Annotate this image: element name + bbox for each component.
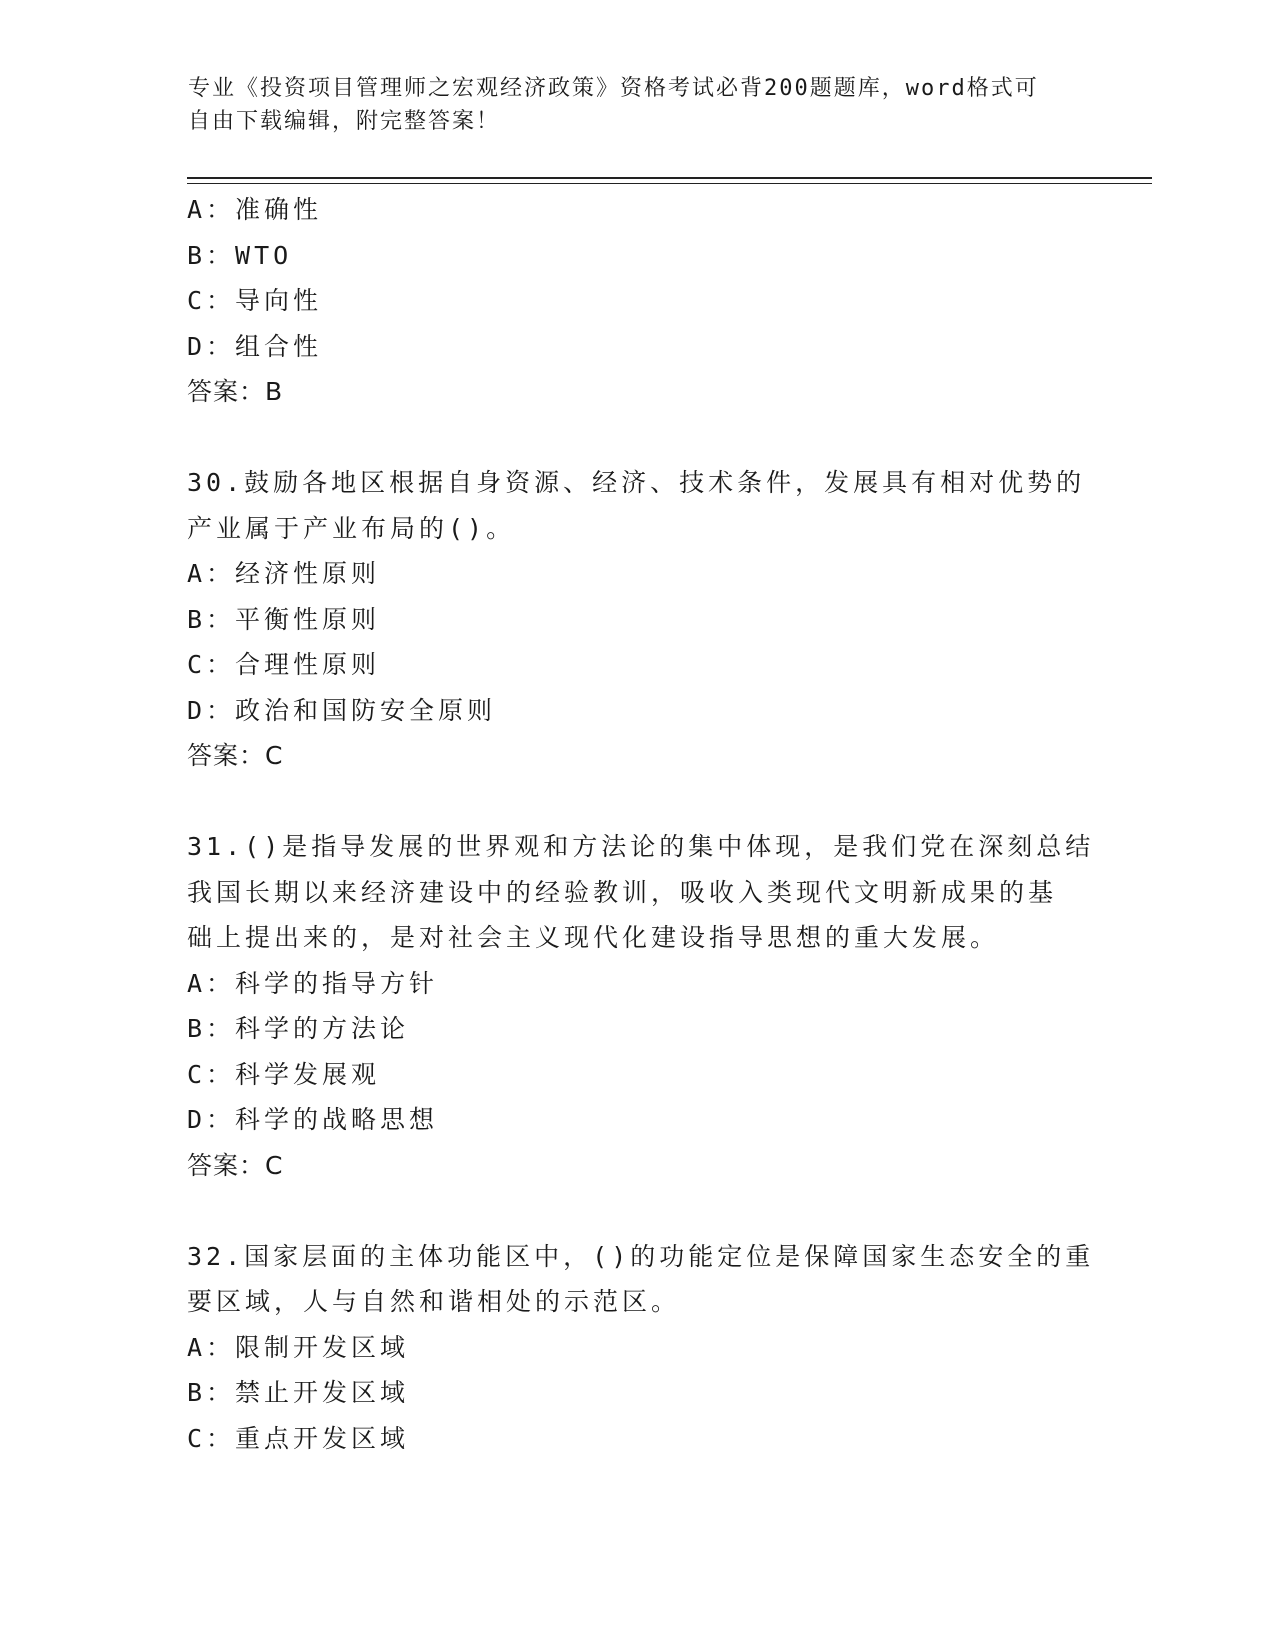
option-d: D：政治和国防安全原则 xyxy=(187,695,497,725)
option-a: A：准确性 xyxy=(187,195,323,224)
question-text-line: 要区域，人与自然和谐相处的示范区。 xyxy=(187,1287,681,1316)
header-line-1: 专业《投资项目管理师之宏观经济政策》资格考试必背200题题库，word格式可 xyxy=(188,76,1039,101)
spacer xyxy=(187,779,1087,825)
answer-line: 答案：C xyxy=(187,1150,284,1180)
option-a: A：科学的指导方针 xyxy=(187,968,439,998)
question-list xyxy=(187,187,1095,1461)
option-c: C：导向性 xyxy=(187,286,323,315)
option-b: B：科学的方法论 xyxy=(187,1014,410,1043)
option-b: B：平衡性原则 xyxy=(187,604,381,634)
question-text-line: 31.()是指导发展的世界观和方法论的集中体现，是我们党在深刻总结 xyxy=(187,832,1095,861)
header-rule-thin xyxy=(187,183,1152,184)
question-text-line: 30.鼓励各地区根据自身资源、经济、技术条件，发展具有相对优势的 xyxy=(187,468,1086,497)
answer-line: 答案：B xyxy=(187,377,284,406)
option-d: D：组合性 xyxy=(187,331,323,361)
spacer xyxy=(187,415,1087,461)
question-text-line: 我国长期以来经济建设中的经验教训，吸收入类现代文明新成果的基 xyxy=(187,877,1058,907)
option-d: D：科学的战略思想 xyxy=(187,1105,439,1134)
header-line-2: 自由下载编辑，附完整答案！ xyxy=(188,109,501,134)
spacer xyxy=(187,1188,1087,1234)
question-31 xyxy=(187,824,1095,1188)
question-29-continued xyxy=(187,187,1087,415)
option-a: A：经济性原则 xyxy=(187,559,381,588)
option-c: C：科学发展观 xyxy=(187,1059,381,1089)
question-text-line: 础上提出来的，是对社会主义现代化建设指导思想的重大发展。 xyxy=(187,923,1000,952)
option-b: B：禁止开发区域 xyxy=(187,1378,410,1407)
answer-line: 答案：C xyxy=(187,741,284,770)
option-a: A：限制开发区域 xyxy=(187,1332,410,1362)
document-header xyxy=(188,72,1068,138)
option-c: C：合理性原则 xyxy=(187,650,381,679)
option-b: B：WTO xyxy=(187,240,293,270)
question-32 xyxy=(187,1234,1095,1462)
question-text-line: 32.国家层面的主体功能区中，()的功能定位是保障国家生态安全的重 xyxy=(187,1241,1095,1271)
header-rule-thick xyxy=(187,177,1152,179)
option-c: C：重点开发区域 xyxy=(187,1423,410,1453)
question-30 xyxy=(187,460,1087,779)
question-text-line: 产业属于产业布局的()。 xyxy=(187,513,516,543)
